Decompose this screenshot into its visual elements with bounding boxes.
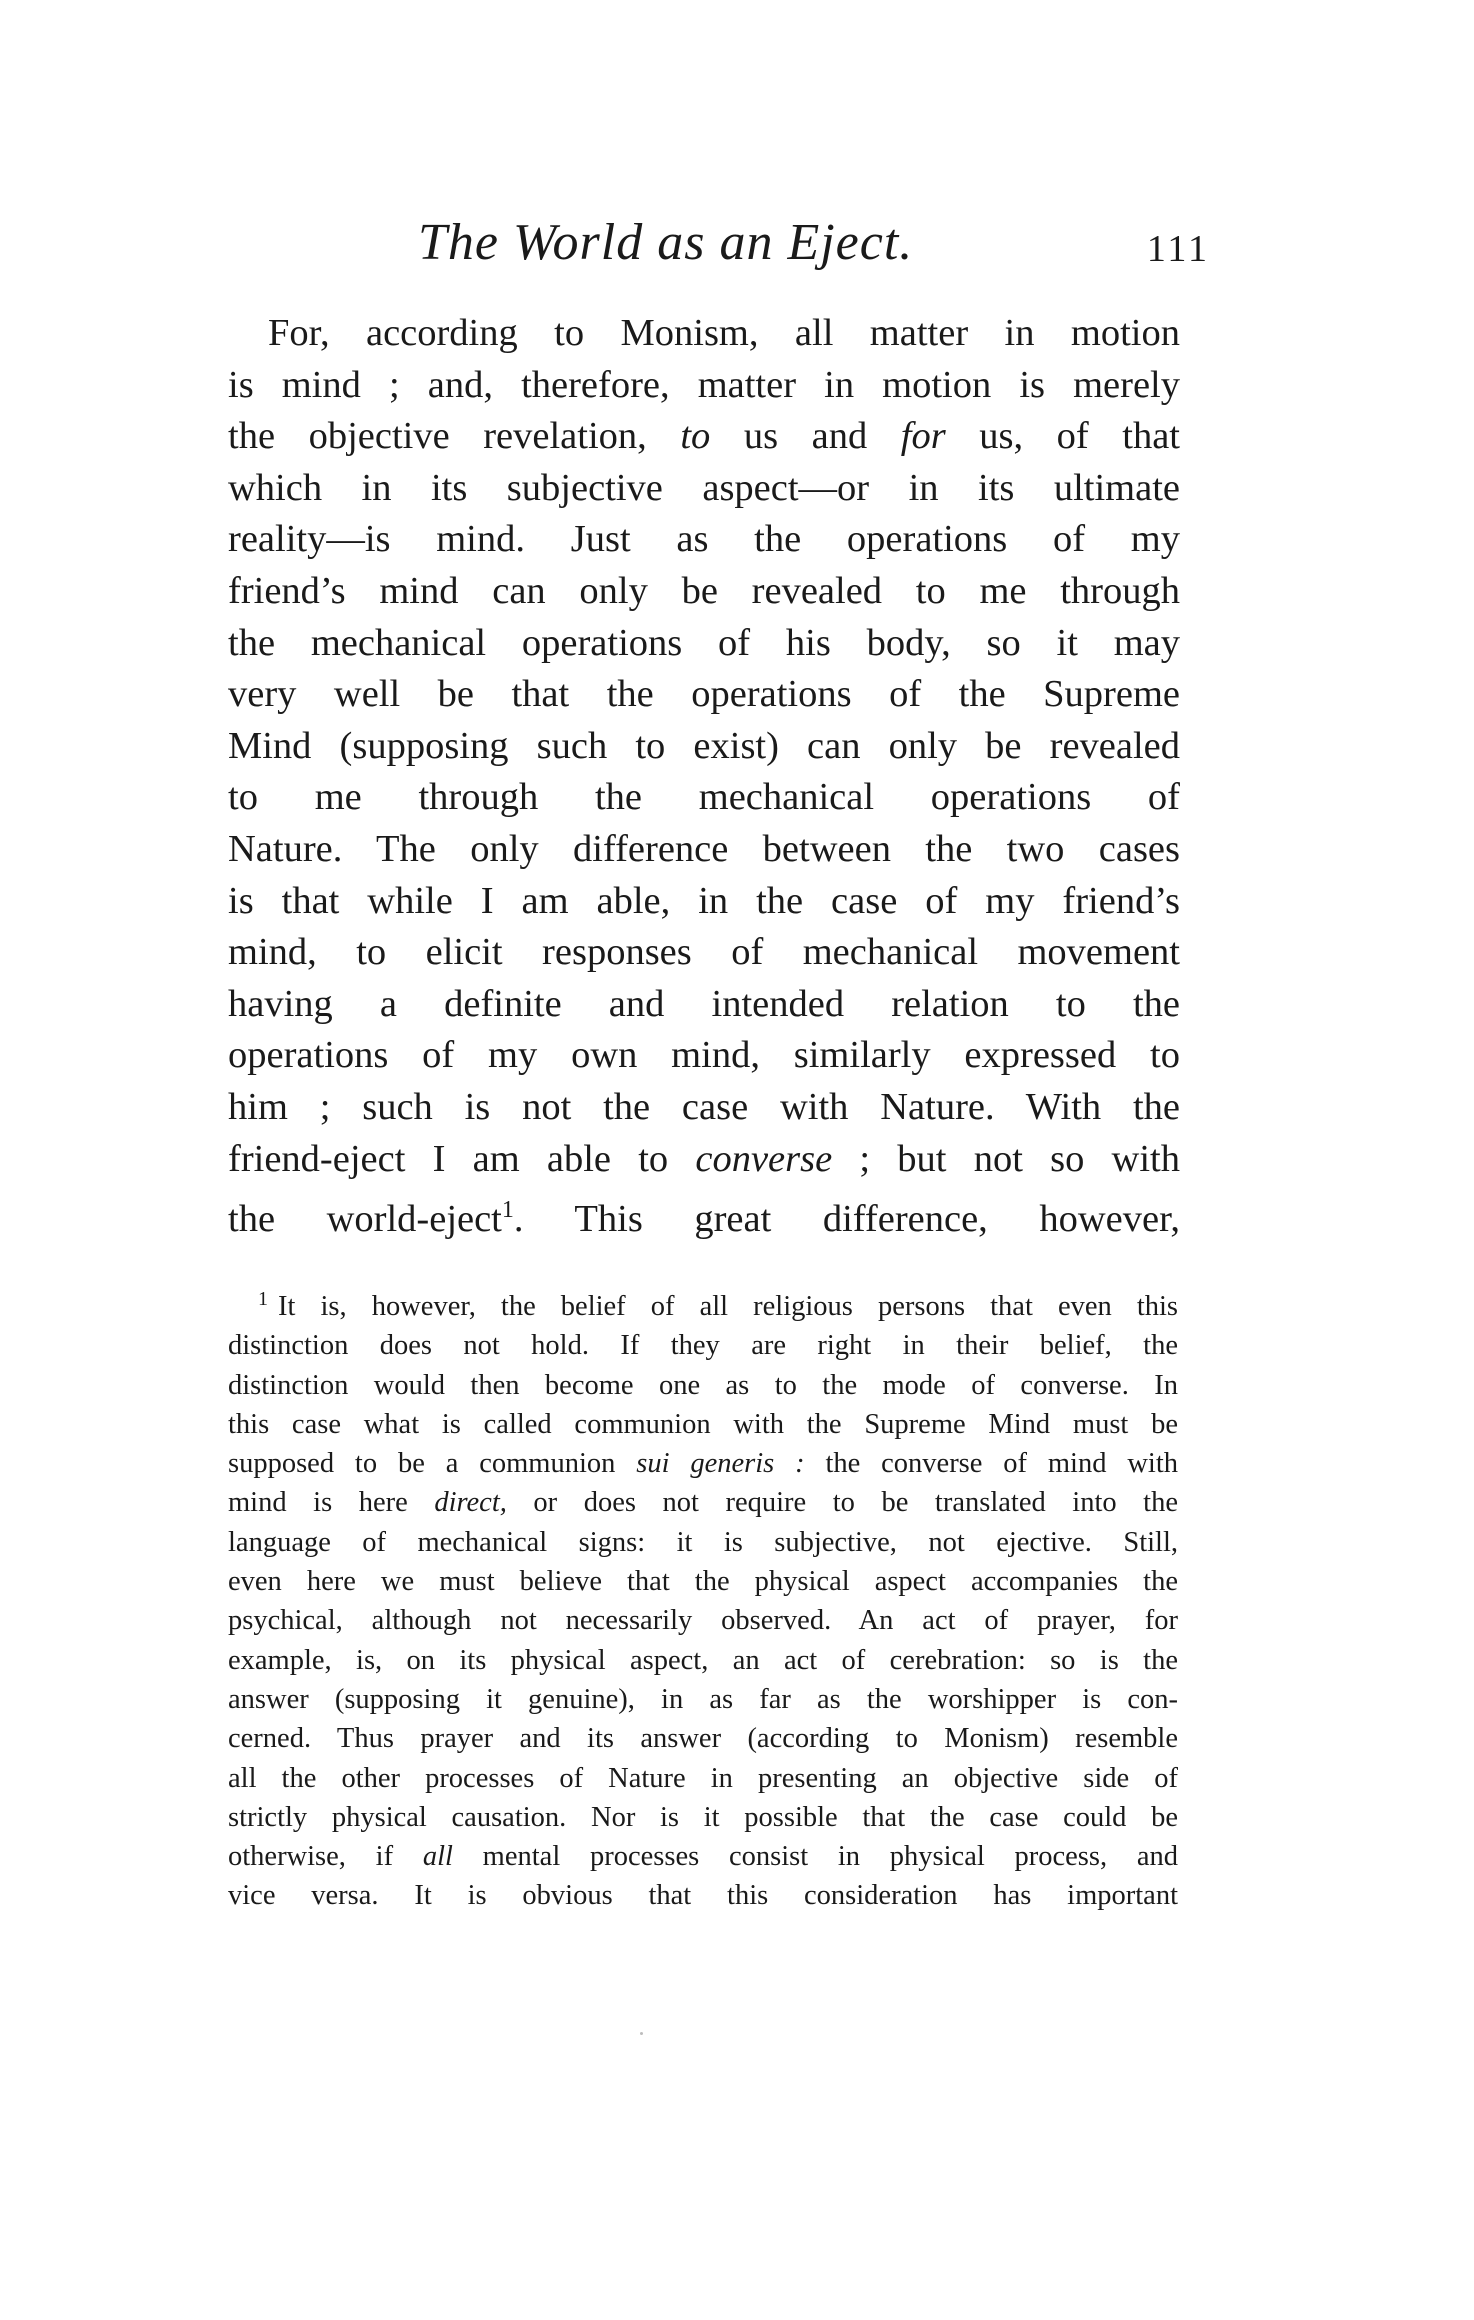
footnote-line: all the other processes of Nature in presenting an objective side of [228, 1762, 1178, 1794]
italic-text: sui generis : [636, 1448, 805, 1480]
body-line: him ; such is not the case with Nature. With the [228, 1085, 1180, 1128]
footnote-line: distinction does not hold. If they are right in their belief, the [228, 1330, 1178, 1362]
italic-text: direct, [434, 1487, 507, 1519]
body-line: having a definite and intended relation to the [228, 982, 1180, 1025]
footnote-reference: 1 [501, 1197, 514, 1224]
footnote-line: supposed to be a communion sui generis : the converse of mind with [228, 1448, 1178, 1480]
footnote-line: otherwise, if all mental processes consist in physical process, and [228, 1841, 1179, 1873]
body-line: is mind ; and, therefore, matter in motion is merely [228, 363, 1180, 406]
page-number: 111 [1146, 228, 1210, 270]
italic-text: for [900, 415, 946, 458]
body-line: friend-eject I am able to converse ; but not so with [228, 1137, 1180, 1180]
body-line: the mechanical operations of his body, so it may [228, 621, 1180, 664]
body-line: Nature. The only difference between the two cases [228, 827, 1180, 870]
paper-speck [640, 2032, 643, 2035]
italic-text: to [680, 415, 711, 458]
running-title: The World as an Eject. [418, 214, 914, 271]
footnote-marker: 1 [258, 1288, 268, 1310]
body-line: to me through the mechanical operations of [228, 776, 1180, 819]
body-line: very well be that the operations of the Supreme [228, 673, 1180, 716]
footnote-line: answer (supposing it genuine), in as far as the worshipper is con- [228, 1683, 1178, 1715]
footnote-line: strictly physical causation. Nor is it possible that the case could be [228, 1801, 1178, 1833]
italic-text: all [422, 1841, 453, 1873]
body-line: the objective revelation, to us and for us, of that [228, 415, 1180, 458]
footnote-line: even here we must believe that the physical aspect accompanies the [228, 1566, 1178, 1598]
italic-text: converse [695, 1137, 833, 1180]
body-line: reality—is mind. Just as the operations of my [228, 518, 1180, 561]
footnote-line: cerned. Thus prayer and its answer (according to Monism) resemble [228, 1723, 1178, 1755]
body-line: which in its subjective aspect—or in its ultimate [228, 466, 1180, 509]
footnote-line: psychical, although not necessarily observed. An act of prayer, for [228, 1605, 1178, 1637]
footnote-line: $^1$ It is, however, the belief of all religious persons that even this [258, 1288, 1178, 1322]
body-line: mind, to elicit responses of mechanical movement [228, 931, 1180, 974]
footnote-line: example, is, on its physical aspect, an act of cerebration: so is the [228, 1644, 1178, 1676]
body-line: operations of my own mind, similarly expressed to [228, 1034, 1180, 1077]
body-line: Mind (supposing such to exist) can only be revealed [228, 724, 1180, 767]
body-text [228, 308, 1180, 1246]
body-line: friend’s mind can only be revealed to me through [228, 569, 1180, 612]
footnote-line: this case what is called communion with the Supreme Mind must be [228, 1408, 1178, 1440]
body-line: the world-eject$^1$. This great difference, however, [228, 1197, 1180, 1241]
running-head [228, 208, 1210, 278]
footnote-line: language of mechanical signs: it is subjective, not ejective. Still, [228, 1526, 1178, 1558]
footnote [228, 1280, 1178, 1916]
footnote-line: mind is here direct, or does not require to be translated into the [228, 1487, 1178, 1519]
footnote-line: vice versa. It is obvious that this consideration has important [228, 1880, 1178, 1912]
body-line: For, according to Monism, all matter in motion [268, 312, 1180, 354]
body-line: is that while I am able, in the case of my friend’s [228, 879, 1180, 922]
footnote-line: distinction would then become one as to the mode of converse. In [228, 1369, 1178, 1401]
